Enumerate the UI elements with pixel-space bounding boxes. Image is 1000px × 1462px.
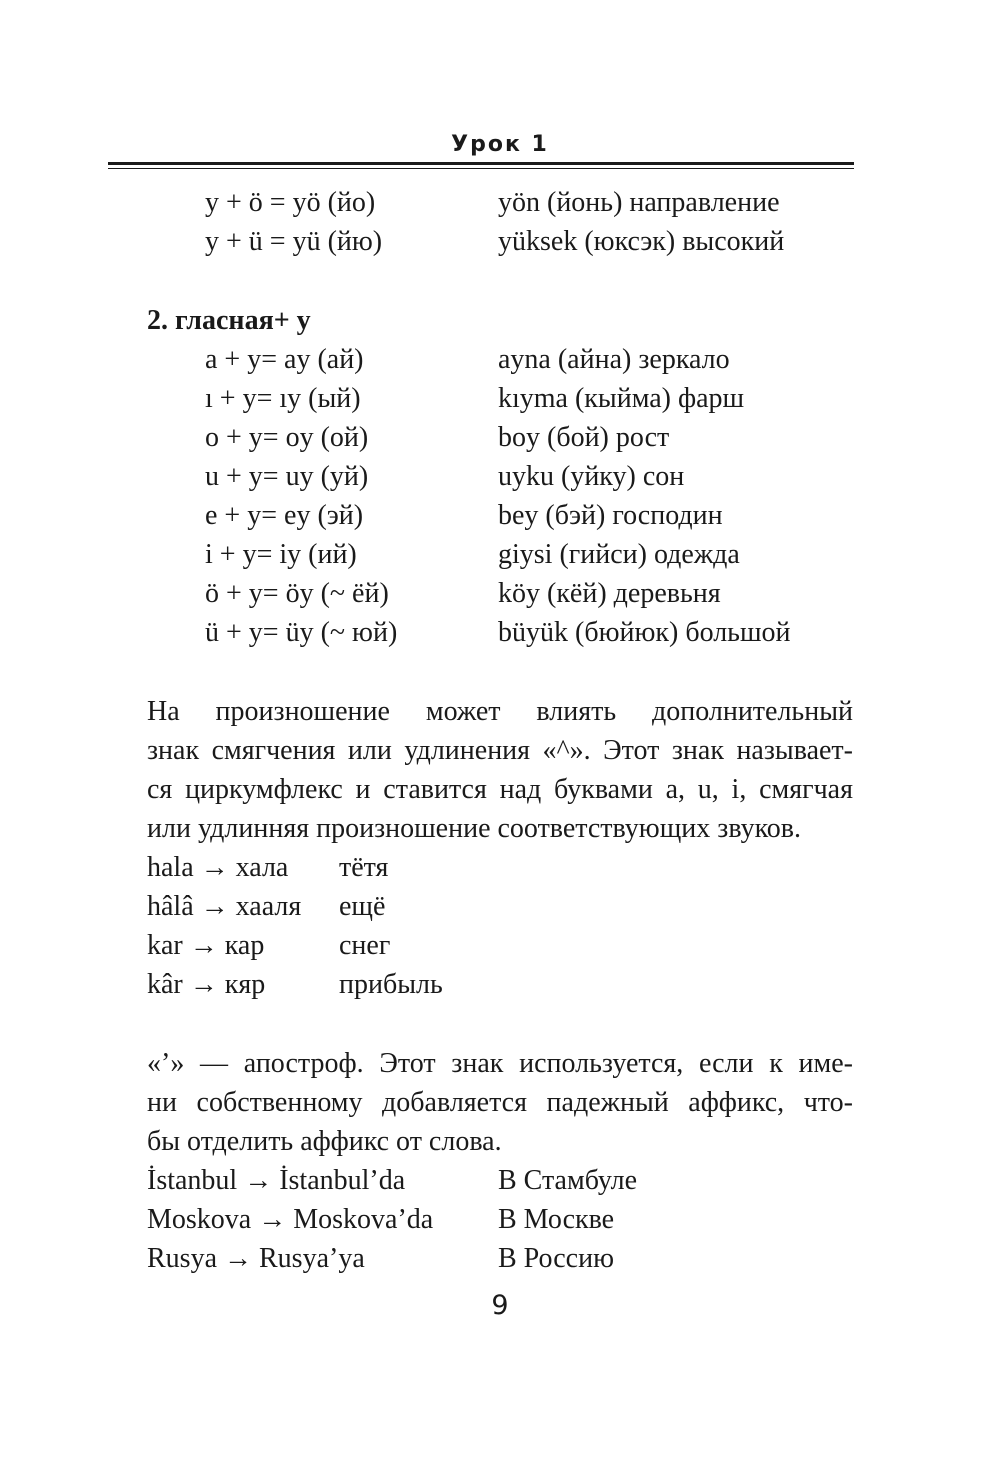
apostrophe-paragraph	[147, 1044, 853, 1161]
header-rule-thin	[108, 168, 854, 169]
paragraph-line: «’» — апостроф. Этот знак используется, если к име-	[147, 1048, 853, 1079]
paragraph-line: или удлинняя произношение соответствующих звуков.	[147, 813, 801, 844]
example-meaning: тётя	[339, 852, 389, 883]
header-rule-thick	[108, 162, 854, 165]
example-word: Rusya → Rusya’ya	[147, 1243, 365, 1274]
example-word: kâr → кяр	[147, 969, 266, 1000]
paragraph-line: знак смягчения или удлинения «^». Этот знак называет-	[147, 735, 853, 766]
example-word: İstanbul → İstanbul’da	[147, 1165, 406, 1196]
example-meaning: В Москве	[498, 1204, 615, 1235]
paragraph-line: На произношение может влиять дополнительный	[147, 696, 853, 727]
rule-text: ü + y= üy (~ юй)	[205, 617, 398, 648]
rule-text: o + y= oy (ой)	[205, 422, 369, 453]
page-header-title: Урок 1	[451, 132, 549, 157]
example-meaning: снег	[339, 930, 391, 961]
example-text: köy (кёй) деревьня	[498, 578, 721, 609]
rule-text: e + y= ey (эй)	[205, 500, 364, 531]
example-text: giysi (гийси) одежда	[498, 539, 740, 570]
example-text: yüksek (юксэк) высокий	[498, 226, 785, 257]
example-text: bey (бэй) господин	[498, 500, 723, 531]
paragraph-line: ся циркумфлекс и ставится над буквами a, u, i, смягчая	[147, 774, 853, 805]
example-meaning: В Россию	[498, 1243, 615, 1274]
example-word: Moskova → Moskova’da	[147, 1204, 434, 1235]
example-text: ayna (айна) зеркало	[498, 344, 730, 375]
section-heading: 2. гласная+ y	[147, 305, 311, 336]
paragraph-line: ни собственному добавляется падежный аффикс, что-	[147, 1087, 853, 1118]
rule-text: y + ö = yö (йо)	[205, 187, 376, 218]
rule-text: i + y= iy (ий)	[205, 539, 357, 570]
example-word: hala → хала	[147, 852, 289, 883]
paragraph-line: бы отделить аффикс от слова.	[147, 1126, 502, 1157]
rule-text: a + y= ay (ай)	[205, 344, 364, 375]
example-text: büyük (бюйюк) большой	[498, 617, 791, 648]
rule-text: ö + y= öy (~ ёй)	[205, 578, 389, 609]
rule-text: y + ü = yü (йю)	[205, 226, 383, 257]
example-text: kıyma (кыйма) фарш	[498, 383, 745, 414]
example-meaning: ещё	[339, 891, 386, 922]
example-meaning: прибыль	[339, 969, 443, 1000]
example-text: uyku (уйку) сон	[498, 461, 685, 492]
rule-text: u + y= uy (уй)	[205, 461, 369, 492]
example-word: kar → кар	[147, 930, 265, 961]
page-number: 9	[491, 1290, 509, 1321]
example-text: boy (бой) рост	[498, 422, 670, 453]
rule-text: ı + y= ıy (ый)	[205, 383, 361, 414]
circumflex-paragraph	[147, 692, 853, 848]
example-meaning: В Стамбуле	[498, 1165, 638, 1196]
example-word: hâlâ → хааля	[147, 891, 302, 922]
example-text: yön (йонь) направление	[498, 187, 780, 218]
